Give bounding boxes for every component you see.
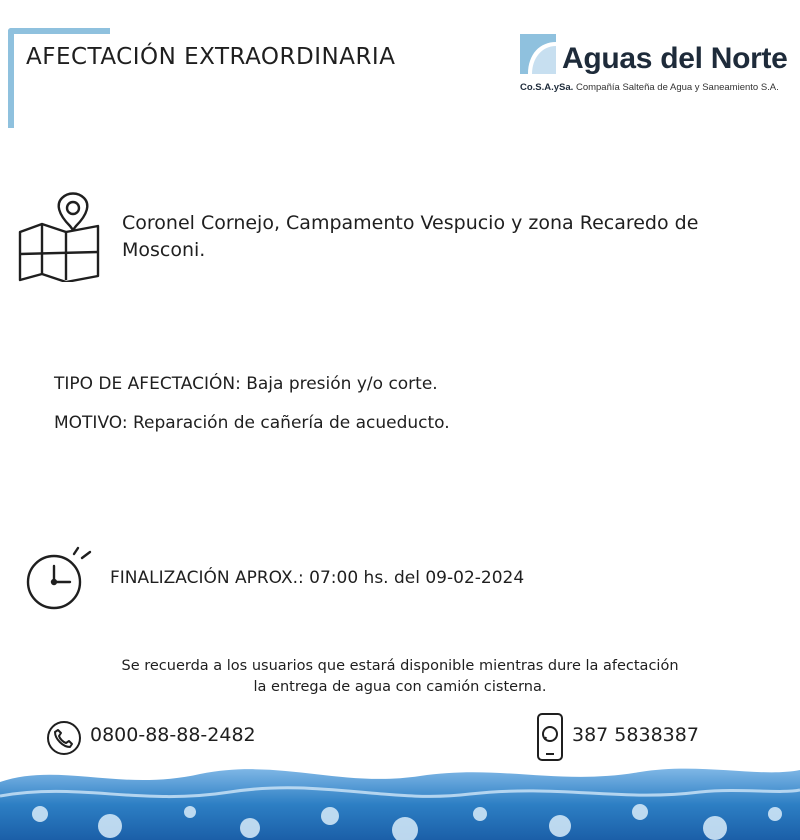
location-text: Coronel Cornejo, Campamento Vespucio y zona Recaredo de Mosconi.	[122, 212, 699, 261]
clock-icon	[22, 542, 100, 614]
page-title: AFECTACIÓN EXTRAORDINARIA	[26, 44, 396, 70]
water-wave-decoration	[0, 752, 800, 840]
phone-icon	[46, 720, 82, 756]
header-bracket	[8, 28, 110, 128]
reminder-text	[0, 656, 800, 698]
tipo-afectacion: TIPO DE AFECTACIÓN: Baja presión y/o corte.	[54, 374, 438, 394]
logo-subtitle	[520, 82, 779, 93]
finalizacion-aprox: FINALIZACIÓN APROX.: 07:00 hs. del 09-02-2024	[110, 568, 525, 588]
logo-abbr: Co.S.A.ySa.	[520, 82, 574, 93]
reminder-line-2: la entrega de agua con camión cisterna.	[253, 679, 547, 695]
logo-mark-icon	[520, 34, 556, 74]
whatsapp-number[interactable]: 387 5838387	[572, 724, 699, 746]
phone-number[interactable]: 0800-88-88-2482	[90, 724, 256, 746]
map-pin-icon	[14, 192, 102, 282]
reminder-line-1: Se recuerda a los usuarios que estará disponible mientras dure la afectación	[121, 658, 679, 674]
logo-name: Aguas del Norte	[562, 42, 788, 75]
logo-subtitle-text: Compañía Salteña de Agua y Saneamiento S.A.	[575, 82, 779, 93]
company-logo	[520, 34, 796, 104]
motivo: MOTIVO: Reparación de cañería de acueducto.	[54, 413, 450, 433]
